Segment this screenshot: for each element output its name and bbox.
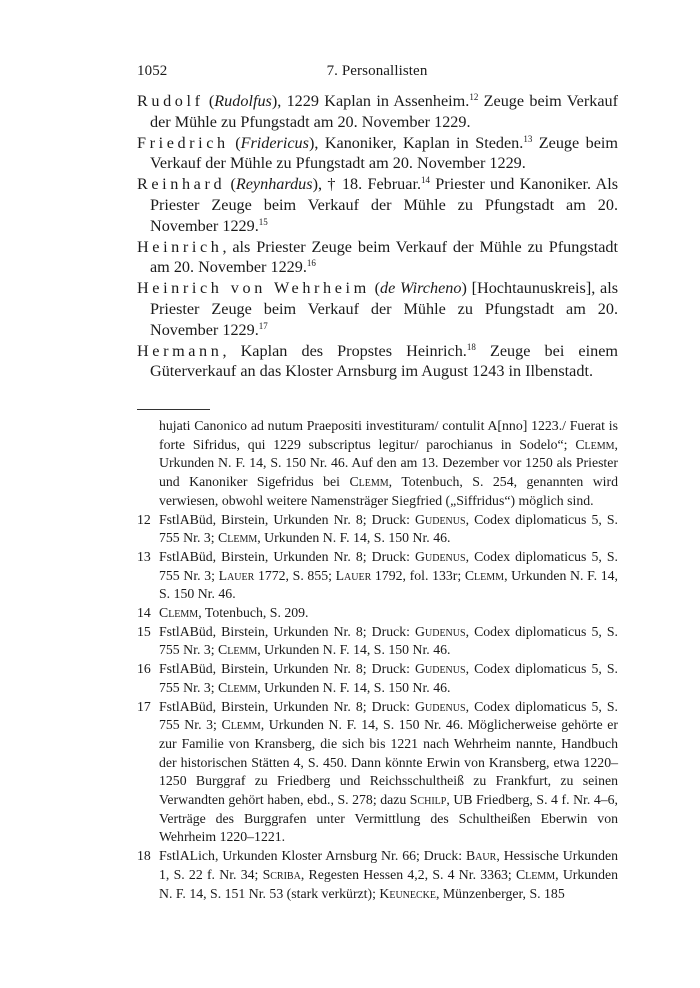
- footnote-number: 13: [137, 548, 151, 564]
- text-run: , Urkunden N. F. 14, S. 150 Nr. 46. Auf den am 13. Dezember vor 1250 als Priester und Kanoniker Sigefridus bei: [159, 436, 618, 490]
- author-name: Gudenus: [415, 661, 466, 677]
- author-name: Clemm: [349, 474, 389, 490]
- footnote-ref: 12: [469, 92, 479, 102]
- text-run: (: [228, 133, 241, 152]
- text-run: FstlABüd, Birstein, Urkunden Nr. 8; Druck:: [159, 623, 416, 639]
- text-run: , Urkunden N. F. 14, S. 150 Nr. 46.: [159, 567, 618, 602]
- text-run: , Urkunden N. F. 14, S. 150 Nr. 46.: [257, 642, 451, 658]
- footnote-ref: 16: [306, 258, 316, 269]
- author-name: Clemm: [218, 642, 258, 658]
- latin-name: Fridericus: [240, 133, 309, 152]
- footnote-number: 16: [137, 661, 151, 677]
- footnotes: [137, 417, 618, 903]
- text-run: hujati Canonico ad nutum Praepositi investituram/ contulit A[nno] 1223./ Fuerat is forte Sifridus, qui 1229 subscriptus legitur/ parochianus in Sodelo“;: [159, 418, 618, 452]
- footnote-ref: 18: [466, 341, 476, 352]
- footnote-ref: 14: [421, 175, 430, 186]
- footnote-number: 15: [137, 623, 151, 639]
- person-name: Reinhard: [137, 175, 226, 194]
- author-name: Gudenus: [415, 511, 466, 527]
- text-run: ) [Hochtaunuskreis], als Priester Zeuge beim Verkauf der Mühle zu Pfungstadt am 20. November 1229.: [150, 279, 619, 339]
- text-run: (: [369, 279, 380, 298]
- text-run: , Codex diplomaticus 5, S. 755 Nr. 3;: [159, 511, 619, 546]
- footnote: [137, 623, 618, 660]
- text-run: , Urkunden N. F. 14, S. 150 Nr. 46.: [257, 679, 451, 695]
- person-entry: [137, 133, 618, 175]
- page-number: 1052: [137, 63, 168, 79]
- author-name: Schilp: [409, 792, 447, 808]
- author-name: Lauer: [335, 567, 372, 583]
- text-run: , als Priester Zeuge beim Verkauf der Mühle zu Pfungstadt am 20. November 1229.: [150, 237, 618, 277]
- footnote-number: 18: [137, 848, 151, 864]
- author-name: Clemm: [221, 717, 261, 733]
- person-entry: [137, 91, 618, 133]
- text-run: , Urkunden N. F. 14, S. 150 Nr. 46. Möglicherweise gehörte er zur Familie von Kransberg, die sich bis 1221 nach Wehrheim nannte, Handbuch der historischen Stätten 4, S. 450. Dann könnte Erwin von Kransberg, etwa 1220–1250 Burggraf zu Friedberg und Reichsschultheiß zu Frankfurt, zu seinen Verwandten gehört haben, ebd., S. 278; dazu: [159, 717, 618, 808]
- person-entry: [137, 237, 618, 279]
- author-name: Scriba: [262, 866, 301, 882]
- person-entry: [137, 174, 618, 236]
- text-run: , Kaplan des Propstes Heinrich.: [222, 341, 467, 360]
- author-name: Clemm: [575, 436, 615, 452]
- text-run: ), † 18. Februar.: [312, 175, 421, 194]
- text-run: FstlABüd, Birstein, Urkunden Nr. 8; Druck:: [159, 548, 416, 564]
- person-name: Friedrich: [137, 133, 229, 152]
- text-run: , Codex diplomaticus 5, S. 755 Nr. 3;: [159, 623, 619, 658]
- latin-name: de Wircheno: [379, 279, 462, 298]
- person-name: Rudolf: [137, 92, 204, 110]
- author-name: Clemm: [218, 679, 258, 695]
- text-run: Zeuge beim Verkauf der Mühle zu Pfungstadt am 20. November 1229.: [150, 92, 618, 131]
- author-name: Gudenus: [415, 623, 466, 639]
- footnote: [137, 511, 618, 548]
- author-name: Clemm: [515, 866, 556, 882]
- text-run: , Münzenberger, S. 185: [436, 885, 565, 901]
- text-run: FstlABüd, Birstein, Urkunden Nr. 8; Druck:: [159, 511, 416, 527]
- footnote-ref: 15: [258, 216, 268, 227]
- text-run: , Hessische Urkunden 1, S. 22 f. Nr. 34;: [159, 848, 618, 882]
- author-name: Gudenus: [415, 698, 466, 714]
- text-run: , Urkunden N. F. 14, S. 150 Nr. 46.: [257, 530, 451, 546]
- text-run: , Regesten Hessen 4,2, S. 4 Nr. 3363;: [300, 866, 516, 882]
- text-run: , Codex diplomaticus 5, S. 755 Nr. 3;: [159, 698, 619, 733]
- author-name: Clemm: [464, 567, 505, 583]
- text-run: (: [225, 175, 236, 194]
- running-header: [137, 63, 617, 83]
- text-run: , Totenbuch, S. 209.: [198, 605, 309, 621]
- footnote: [137, 698, 618, 848]
- text-run: Priester und Kanoniker. Als Priester Zeuge beim Verkauf der Mühle zu Pfungstadt am 20. November 1229.: [150, 175, 618, 235]
- latin-name: Reynhardus: [235, 175, 313, 194]
- person-name: Hermann: [137, 341, 223, 360]
- author-name: Clemm: [159, 605, 199, 621]
- person-name: Heinrich: [137, 237, 223, 256]
- text-run: 1792, fol. 133r;: [371, 567, 465, 583]
- personnel-list: [137, 91, 618, 382]
- text-run: Zeuge beim Verkauf der Mühle zu Pfungstadt am 20. November 1229.: [150, 133, 619, 173]
- author-name: Keunecke: [379, 885, 437, 901]
- footnote: [137, 548, 618, 604]
- author-name: Clemm: [218, 530, 258, 546]
- text-run: FstlABüd, Birstein, Urkunden Nr. 8; Druck:: [159, 698, 416, 714]
- text-run: Zeuge bei einem Güterverkauf an das Kloster Arnsburg im August 1243 in Ilbenstadt.: [150, 341, 618, 381]
- text-run: 1772, S. 855;: [254, 567, 336, 583]
- text-run: FstlALich, Urkunden Kloster Arnsburg Nr. 66; Druck:: [159, 848, 466, 864]
- latin-name: Rudolfus: [214, 92, 272, 110]
- running-title: 7. Personallisten: [326, 63, 428, 79]
- footnote-number: 12: [137, 511, 151, 527]
- footnote-ref: 17: [258, 320, 268, 331]
- text-run: , Codex diplomaticus 5, S. 755 Nr. 3;: [159, 548, 619, 583]
- footnote-number: 17: [137, 698, 151, 714]
- person-entry: [137, 341, 618, 383]
- author-name: Gudenus: [415, 548, 466, 564]
- footnote-ref: 13: [523, 133, 533, 144]
- author-name: Lauer: [218, 567, 255, 583]
- footnote-rule: [137, 409, 210, 410]
- text-run: ), Kanoniker, Kaplan in Steden.: [308, 133, 524, 152]
- footnote-number: 14: [137, 605, 151, 621]
- footnote: [137, 847, 618, 903]
- text-run: , Totenbuch, S. 254, genannten wird verwiesen, obwohl weitere Namensträger Siegfried („Siffridus“) möglich sind.: [159, 474, 618, 508]
- footnote: [137, 604, 618, 623]
- text-run: , Urkunden N. F. 14, S. 151 Nr. 53 (stark verkürzt);: [159, 866, 618, 901]
- person-entry: [137, 278, 618, 340]
- text-run: FstlABüd, Birstein, Urkunden Nr. 8; Druck:: [159, 661, 416, 677]
- text-run: ), 1229 Kaplan in Assenheim.: [271, 92, 470, 110]
- author-name: Baur: [466, 848, 497, 864]
- text-run: , Codex diplomaticus 5, S. 755 Nr. 3;: [159, 661, 619, 695]
- person-name: Heinrich von Wehrheim: [137, 279, 370, 298]
- footnote: [137, 660, 618, 697]
- text-run: , UB Friedberg, S. 4 f. Nr. 4–6, Verträge des Burggrafen unter Vermittlung des Schultheißen Eberwin von Wehrheim 1220–1221.: [159, 792, 618, 845]
- footnote: [137, 417, 618, 511]
- text-run: (: [203, 92, 215, 110]
